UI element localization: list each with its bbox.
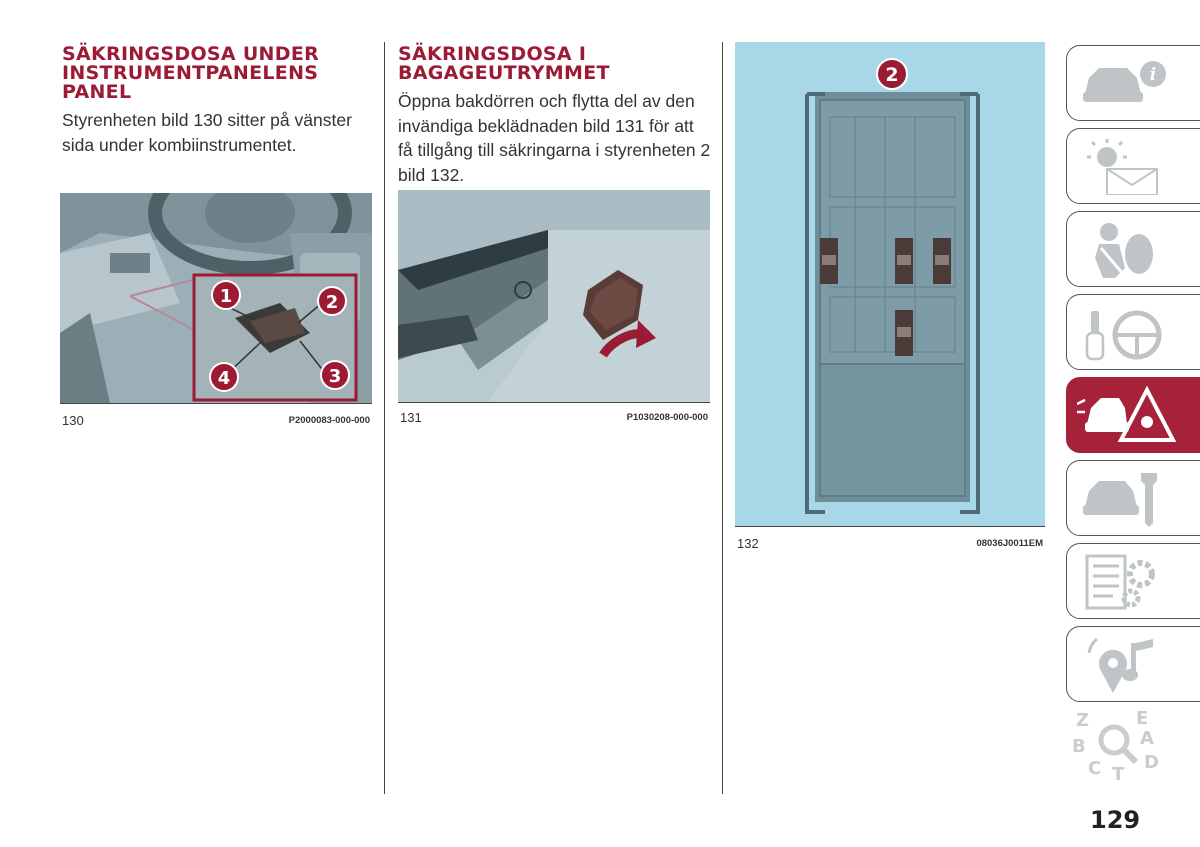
car-info-icon [1077, 52, 1167, 112]
figure-130-rule [60, 403, 372, 404]
index-letter: D [1144, 752, 1159, 773]
fuse [895, 238, 913, 284]
svg-text:2: 2 [885, 64, 899, 86]
body-line: sida under kombiinstrumentet. [62, 134, 297, 155]
index-letter: Z [1076, 710, 1090, 731]
fuse [895, 310, 913, 356]
car-maintenance-icon [1077, 467, 1167, 531]
figure-code: P1030208-000-000 [626, 412, 708, 423]
tab-car-info[interactable] [1066, 45, 1200, 121]
body-line: bild 132. [398, 164, 465, 185]
body-paragraph-trunk [398, 89, 710, 187]
tab-warning-lights[interactable] [1066, 128, 1200, 204]
svg-text:3: 3 [328, 366, 342, 387]
index-letter: A [1140, 728, 1154, 749]
index-letter: E [1136, 708, 1149, 729]
callout-3 [321, 361, 349, 389]
multimedia-icon [1077, 633, 1167, 697]
page-number: 129 [1090, 806, 1141, 834]
heading-line: INSTRUMENTPANELENS [62, 62, 319, 84]
callout-2 [318, 287, 346, 315]
svg-text:4: 4 [217, 368, 231, 389]
tab-emergency[interactable] [1066, 377, 1200, 453]
technical-data-icon [1077, 550, 1167, 614]
figure-number: 131 [400, 410, 422, 425]
emergency-warning-icon [1077, 384, 1177, 448]
figure-code: 08036J0011EM [976, 538, 1043, 549]
column-divider [722, 42, 723, 794]
warning-lights-icon [1077, 135, 1167, 195]
callout-1 [212, 281, 240, 309]
body-line: Styrenheten bild 130 sitter på vänster [62, 110, 352, 130]
alphabetical-index-icon[interactable] [1068, 708, 1168, 788]
tab-starting-driving[interactable] [1066, 294, 1200, 370]
figure-number: 130 [62, 413, 84, 428]
fuse [933, 238, 951, 284]
tab-multimedia[interactable] [1066, 626, 1200, 702]
heading-line: SÄKRINGSDOSA UNDER [62, 43, 320, 65]
fusebox-illustration [735, 42, 1045, 526]
index-letter: C [1088, 758, 1102, 779]
key-steering-wheel-icon [1077, 301, 1167, 365]
dashboard-illustration [60, 193, 372, 403]
figure-131-rule [398, 402, 710, 403]
tab-maintenance[interactable] [1066, 460, 1200, 536]
heading-line: PANEL [62, 81, 132, 103]
callout-4 [210, 363, 238, 391]
body-line: invändiga beklädnaden bild 131 för att [398, 115, 694, 136]
body-paragraph-dashboard [62, 108, 352, 157]
svg-text:i: i [1149, 65, 1157, 85]
index-letter: T [1112, 764, 1125, 785]
trunk-illustration [398, 190, 710, 402]
magnifier-icon [1096, 722, 1140, 766]
heading-line: BAGAGEUTRYMMET [398, 62, 610, 84]
column-divider [384, 42, 385, 794]
svg-text:1: 1 [219, 286, 233, 307]
figure-130-dashboard-photo [60, 193, 372, 403]
svg-text:2: 2 [325, 292, 339, 313]
index-letter: B [1072, 736, 1086, 757]
fuse [820, 238, 838, 284]
tab-safety[interactable] [1066, 211, 1200, 287]
section-heading-trunk-fusebox [398, 45, 610, 83]
section-heading-dashboard-fusebox [62, 45, 319, 102]
heading-line: SÄKRINGSDOSA I [398, 43, 587, 65]
figure-code: P2000083-000-000 [288, 415, 370, 426]
callout-2 [877, 59, 907, 89]
figure-132-fusebox-diagram [735, 42, 1045, 526]
safety-airbag-icon [1077, 218, 1167, 282]
figure-132-rule [735, 526, 1045, 527]
figure-number: 132 [737, 536, 759, 551]
body-line: Öppna bakdörren och flytta del av den [398, 91, 695, 111]
body-line: få tillgång till säkringarna i styrenheten 2 [398, 140, 711, 160]
figure-131-trunk-photo [398, 190, 710, 402]
tab-technical-data[interactable] [1066, 543, 1200, 619]
